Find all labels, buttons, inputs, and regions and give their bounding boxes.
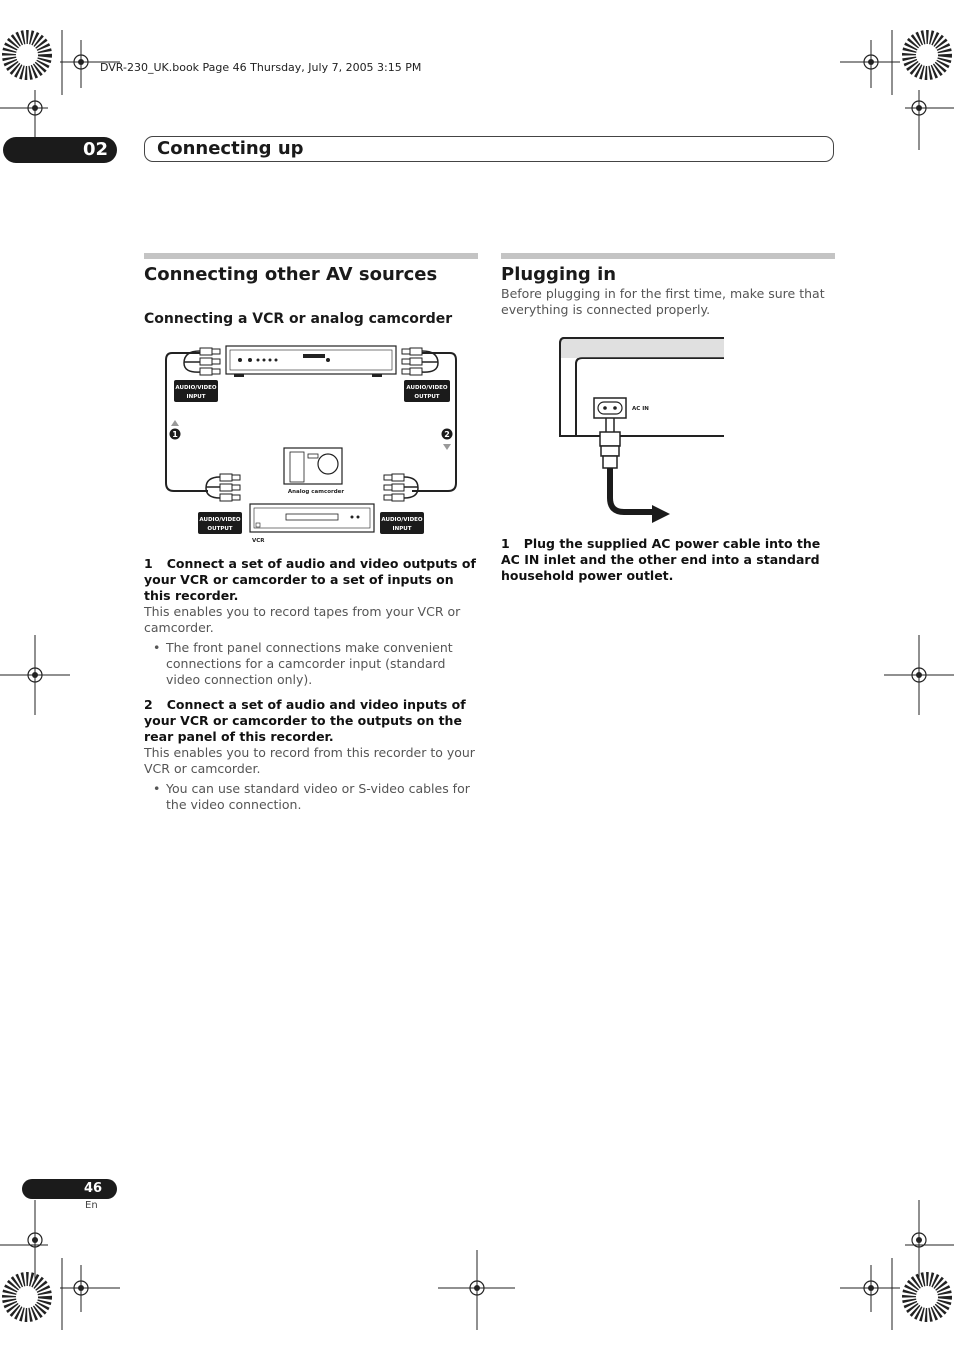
svg-text:INPUT: INPUT [392,526,412,532]
power-cable [610,468,652,512]
step-1-body: This enables you to record tapes from your VCR or camcorder. [144,604,461,635]
ac-inlet-icon [594,398,626,418]
label-av-input-recorder: AUDIO/VIDEO [175,385,217,391]
language-code: En [85,1200,98,1211]
bullet-icon: • [153,781,161,796]
arrow-up-icon [171,420,179,426]
section-title-plugging-in: Plugging in [501,264,617,285]
step-1-heading: 1 Connect a set of audio and video outputs of your VCR or camcorder to a set of inputs on this recorder. [144,556,476,603]
page-number-tab: 46 [22,1179,117,1199]
label-vcr: VCR [252,538,265,544]
label-av-input-vcr: AUDIO/VIDEO [381,517,423,523]
svg-text:OUTPUT: OUTPUT [414,394,440,400]
label-av-output-recorder: AUDIO/VIDEO [406,385,448,391]
step-1-bullet: • The front panel connections make convenient connections for a camcorder input (standard video connection only). [153,640,453,687]
vcr-connection-diagram [160,338,470,548]
step-2-bullet: • You can use standard video or S-video cables for the video connection. [153,781,470,812]
step-2-body: This enables you to record from this recorder to your VCR or camcorder. [144,745,475,776]
chapter-title: Connecting up [157,138,304,159]
left-steps [144,556,480,813]
vcr-unit-icon [250,504,374,532]
power-plug-icon [600,418,620,468]
recorder-unit-icon [226,346,396,377]
chapter-number-tab: 02 [3,137,117,163]
ac-power-diagram [556,334,732,528]
svg-text:2: 2 [444,430,450,439]
svg-text:1: 1 [172,430,178,439]
label-av-output-vcr: AUDIO/VIDEO [199,517,241,523]
plug-step-1: 1 Plug the supplied AC power cable into the AC IN inlet and the other end into a standard household power outlet. [501,536,821,583]
label-ac-in: AC IN [632,406,649,412]
bullet-icon: • [153,640,161,655]
svg-text:OUTPUT: OUTPUT [207,526,233,532]
book-info-line: DVR-230_UK.book Page 46 Thursday, July 7, 2005 3:15 PM [100,61,422,74]
label-analog-camcorder: Analog camcorder [287,489,345,495]
camcorder-icon [284,448,342,484]
section-title-av-sources: Connecting other AV sources [144,264,438,285]
step-2-heading: 2 Connect a set of audio and video inputs of your VCR or camcorder to the outputs on the rear panel of this recorder. [144,697,466,744]
subsection-title-vcr: Connecting a VCR or analog camcorder [144,311,453,327]
section-rule-left [144,253,478,259]
svg-text:INPUT: INPUT [186,394,206,400]
arrow-down-icon [443,444,451,450]
plugging-in-intro: Before plugging in for the first time, make sure that everything is connected properly. [501,286,825,317]
section-rule-right [501,253,835,259]
